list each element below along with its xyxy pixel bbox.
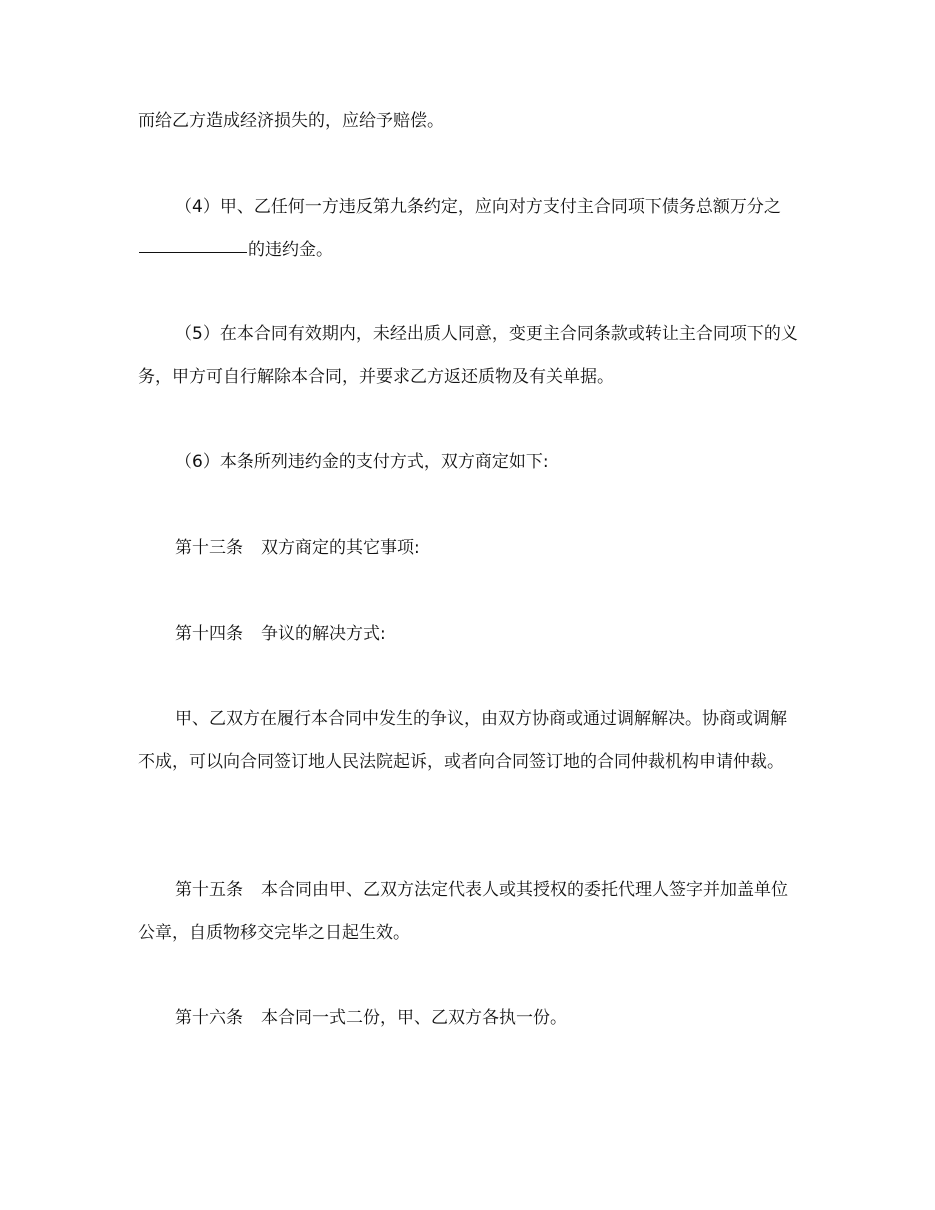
article-15 [138, 869, 803, 955]
article-13 [138, 527, 803, 570]
article-14 [138, 613, 803, 656]
article-heading: 第十四条 [175, 624, 243, 644]
paragraph-text: （5）在本合同有效期内，未经出质人同意，变更主合同条款或转让主合同项下的义务，甲方可自行解除本合同，并要求乙方返还质物及有关单据。 [138, 324, 798, 387]
article-16 [138, 997, 803, 1040]
article-text: 本合同一式二份，甲、乙双方各执一份。 [261, 1008, 567, 1028]
paragraph-dispute-resolution [138, 698, 803, 784]
paragraph-clause-6 [138, 441, 803, 484]
paragraph-text: 甲、乙双方在履行本合同中发生的争议，由双方协商或通过调解解决。协商或调解不成，可以向合同签订地人民法院起诉，或者向合同签订地的合同仲裁机构申请仲裁。 [138, 709, 787, 772]
paragraph-clause-4 [138, 186, 803, 272]
article-heading: 第十三条 [175, 538, 243, 558]
fill-in-blank[interactable] [139, 251, 247, 253]
article-text: 争议的解决方式: [261, 624, 386, 644]
article-heading: 第十六条 [175, 1008, 243, 1028]
paragraph-text: （6）本条所列违约金的支付方式，双方商定如下: [175, 452, 549, 472]
article-text: 双方商定的其它事项: [261, 538, 420, 558]
article-text: 本合同由甲、乙双方法定代表人或其授权的委托代理人签字并加盖单位公章，自质物移交完毕之日起生效。 [138, 880, 788, 943]
paragraph-compensation [138, 100, 803, 143]
paragraph-clause-5 [138, 313, 803, 399]
paragraph-text: （4）甲、乙任何一方违反第九条约定，应向对方支付主合同项下债务总额万分之 [175, 197, 781, 217]
article-heading: 第十五条 [175, 880, 243, 900]
paragraph-text: 而给乙方造成经济损失的，应给予赔偿。 [138, 111, 444, 131]
paragraph-text: 的违约金。 [248, 240, 333, 260]
